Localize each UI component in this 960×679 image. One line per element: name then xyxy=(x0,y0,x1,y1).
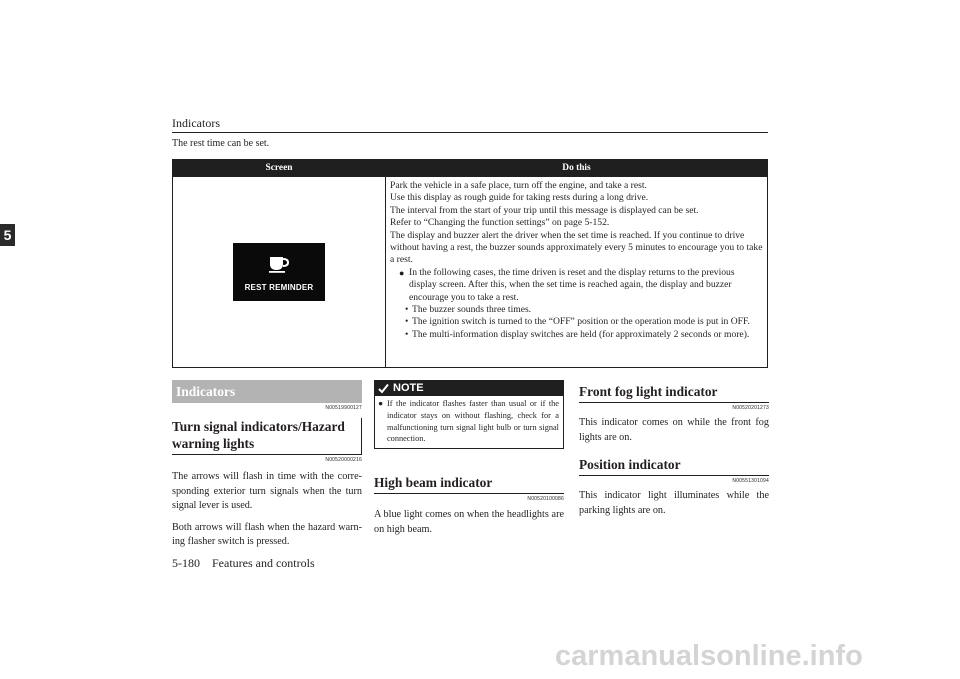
page-number: 5-180 xyxy=(172,556,200,570)
rest-reminder-display xyxy=(233,243,325,301)
do-line: The display and buzzer alert the driver when the set time is reached. If you continue to drive without having a rest, the buzzer sounds approximately every 5 minutes to encourage you to take a rest. xyxy=(390,229,763,266)
sub-item-text: The multi-information display switches are held (for approximately 2 seconds or more). xyxy=(412,328,750,340)
reference-code: N00520201273 xyxy=(732,405,769,411)
note-header xyxy=(375,381,563,396)
high-beam-paragraph: A blue light comes on when the headlights are on high beam. xyxy=(374,509,564,535)
list-item xyxy=(405,304,763,316)
turn-signal-paragraph: The arrows will flash in time with the corre-sponding exterior turn signals when the turn signal lever is used. xyxy=(172,471,362,511)
sub-item-text: The ignition switch is turned to the “OFF” position or the operation mode is put in OFF. xyxy=(412,316,750,328)
screen-cell xyxy=(173,177,386,368)
sub-item-text: The buzzer sounds three times. xyxy=(412,304,532,316)
reference-code: N00520100086 xyxy=(527,496,564,503)
list-item xyxy=(405,329,763,341)
note-body xyxy=(375,396,563,448)
bullet-item xyxy=(390,267,763,304)
column-2 xyxy=(374,380,564,537)
position-indicator-heading: Position indicator xyxy=(579,456,769,476)
coffee-cup-icon xyxy=(268,252,290,274)
high-beam-heading: High beam indicator xyxy=(374,474,564,494)
column-3 xyxy=(579,380,769,518)
note-check-icon xyxy=(378,383,389,394)
sub-marker: • xyxy=(405,316,409,328)
table-header-do-this: Do this xyxy=(386,160,768,177)
page-header-title: Indicators xyxy=(172,116,220,130)
position-paragraph: This indicator light illuminates while the parking lights are on. xyxy=(579,490,769,516)
rest-reminder-label: REST REMINDER xyxy=(244,283,314,292)
note-text: If the indicator flashes faster than usual or if the indicator stays on without flashing, check for a malfunctioning turn signal light bulb or turn signal connection. xyxy=(387,399,559,444)
bullet-dot-icon: ● xyxy=(399,267,405,278)
indicators-heading: Indicators xyxy=(172,380,362,403)
footer-section: Features and controls xyxy=(212,556,315,570)
column-1 xyxy=(172,380,362,550)
sub-list xyxy=(390,304,763,341)
bullet-dot-icon: ● xyxy=(378,399,384,408)
reference-code: N00520000216 xyxy=(325,457,362,463)
list-item xyxy=(405,316,763,328)
front-fog-heading: Front fog light indicator xyxy=(579,383,769,403)
watermark: carmanualsonline.info xyxy=(555,640,863,672)
intro-text: The rest time can be set. xyxy=(172,138,270,149)
table-header-screen: Screen xyxy=(173,160,386,177)
note-box xyxy=(374,380,564,449)
do-line: Park the vehicle in a safe place, turn off the engine, and take a rest. xyxy=(390,180,647,191)
sub-marker: • xyxy=(405,304,409,316)
turn-signal-heading: Turn signal indicators/Hazard warning lights xyxy=(172,418,362,455)
header-rule xyxy=(172,132,768,133)
do-line: Use this display as rough guide for taking rests during a long drive. xyxy=(390,192,649,204)
page-footer xyxy=(172,556,315,571)
chapter-tab: 5 xyxy=(0,224,15,246)
rest-reminder-table xyxy=(172,159,768,368)
table-row xyxy=(173,177,768,368)
reference-code: N00519900127 xyxy=(325,405,362,411)
do-line: Refer to “Changing the function settings” on page 5-152. xyxy=(390,217,610,229)
note-title: NOTE xyxy=(393,382,424,394)
sub-marker: • xyxy=(405,328,409,340)
bullet-text: In the following cases, the time driven is reset and the display returns to the previous display screen. After this, when the set time is reached again, the display and buzzer encourage you to take a rest. xyxy=(409,266,735,303)
do-line: The interval from the start of your trip until this message is displayed can be set. xyxy=(390,204,699,216)
reference-code: N00551301094 xyxy=(732,478,769,484)
hazard-paragraph: Both arrows will flash when the hazard warn-ing flasher switch is pressed. xyxy=(172,521,362,547)
do-this-cell xyxy=(386,177,768,368)
front-fog-paragraph: This indicator comes on while the front fog lights are on. xyxy=(579,417,769,443)
